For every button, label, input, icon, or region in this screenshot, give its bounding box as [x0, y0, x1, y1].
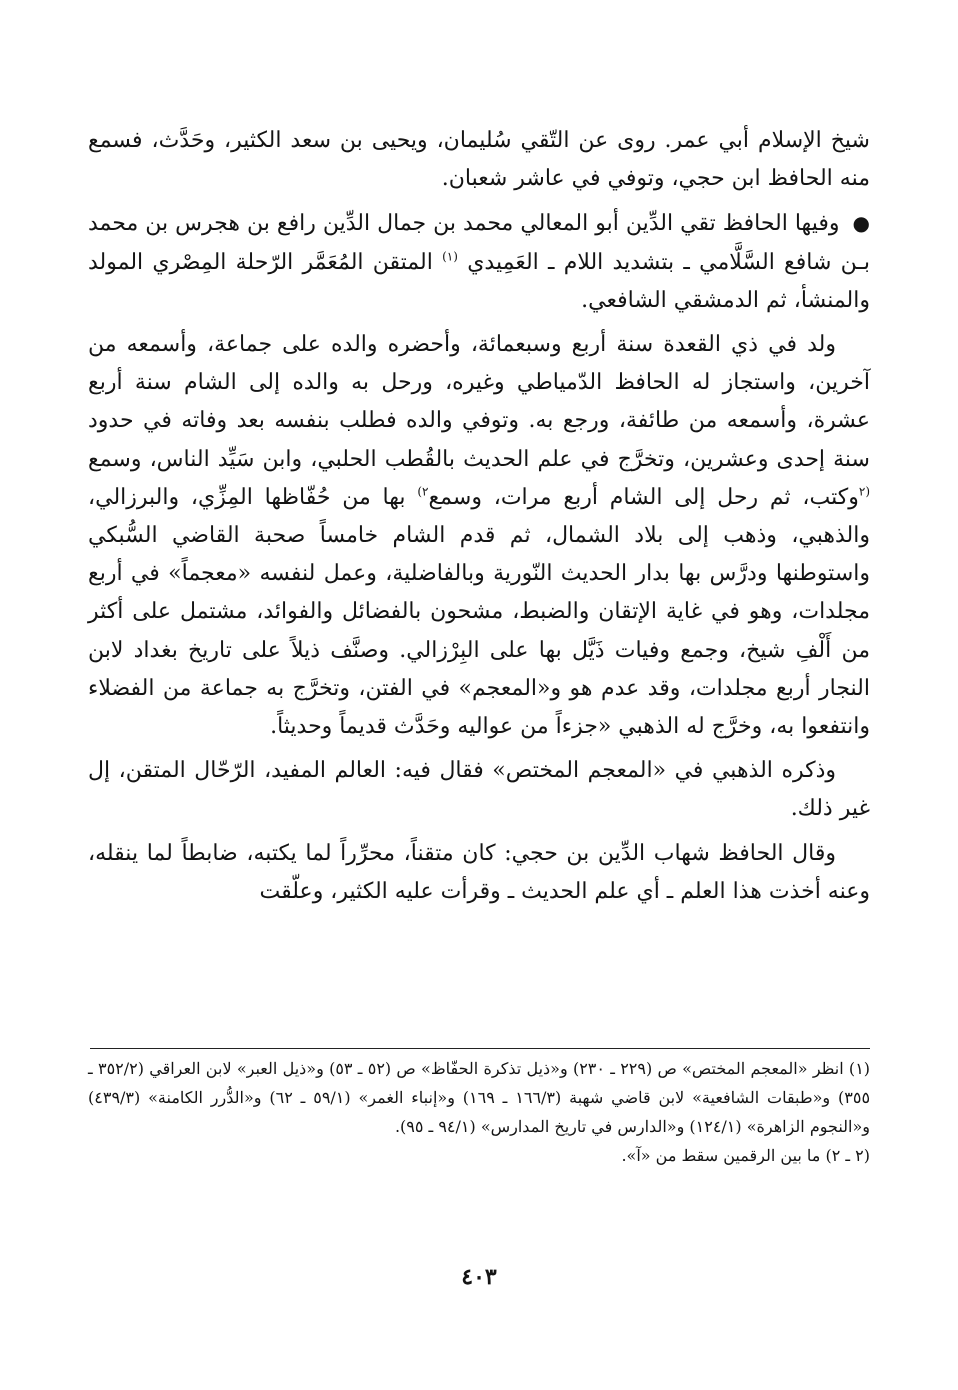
paragraph-dhahabi-quote — [88, 752, 870, 828]
paragraph-biography-entry — [88, 204, 870, 320]
footnotes — [88, 1054, 870, 1170]
paragraph-text: المتقن المُعَمَّر الرّحلة المِصْري المولد والمنشأ، ثم الدمشقي الشافعي. — [88, 249, 870, 313]
paragraph-text: وكتب، ثم رحل إلى الشام أربع مرات، وسمع — [428, 484, 859, 510]
paragraph-text: وذكره الذهبي في «المعجم المختص» فقال فيه: العالم المفيد، الرّحّال المتقن، إل غير ذلك. — [88, 758, 870, 822]
bullet-icon: ● — [852, 211, 870, 236]
footnote-marker: (٢ — [858, 484, 871, 499]
footnote-2: (٢ ـ ٢) ما بين الرقمين سقط من «آ». — [621, 1146, 870, 1165]
footnote-1: (١) انظر «المعجم المختص» ص (٢٢٩ ـ ٢٣٠) و«ذيل تذكرة الحفّاظ» ص (٥٢ ـ ٥٣) و«ذيل العبر» لابن العراقي (٣٥٢/٢ ـ ٣٥٥) و«طبقات الشافعية» لابن قاضي شهبة (١٦٦/٣ ـ ١٦٩) و«إنباء الغمر» (٥٩/١ ـ ٦٢) و«الدُّرر الكامنة» (٤٣٩/٣) و«النجوم الزاهرة» (١٢٤/١) و«الدارس في تاريخ المدارس» (٩٤/١ ـ ٩٥). — [88, 1059, 871, 1136]
paragraph-text: شيخ الإسلام أبي عمر. روى عن التّقي سُليمان، ويحيى بن سعد الكثير، وحَدَّث، فسمع منه الحافظ ابن حجي، وتوفي في عاشر شعبان. — [88, 128, 870, 192]
paragraph-text: وقال الحافظ شهاب الدِّين بن حجي: كان متقناً، محرِّراً لما يكتبه، ضابطاً لما ينقله، وعنه أخذت هذا العلم ـ أي علم الحديث ـ وقرأت عليه الكثير، وعلّقت — [88, 840, 870, 904]
paragraph-text: بها من حُفّاظها المِزِّي، والبرزالي، والذهبي، وذهب إلى بلاد الشمال، ثم قدم الشام خامساً صحبة القاضي السُّبكي واستوطنها ودرَّس بها بدار الحديث النّورية وبالفاضلية، وعمل لنفسه «معجماً» في أربع مجلدات، وهو في غاية الإتقان والضبط، مشحون بالفضائل والفوائد، مشتمل على أكثر من أَلْفِ شيخ، وجمع وفيات ذَيَّل بها على البِرْزالي. وصنَّف ذيلاً على تاريخ بغداد لابن النجار أربع مجلدات، وقد عدم هو و«المعجم» في الفتن، وتخرَّج به جماعة من الفضلاء وانتفعوا به، وخرَّج له الذهبي «جزءاً من عواليه وحَدَّث قديماً وحديثاً. — [88, 484, 870, 740]
paragraph-continuation — [88, 122, 870, 198]
footnote-divider — [90, 1048, 870, 1049]
footnote-marker: ٢) — [417, 484, 429, 499]
footnote-marker: (١) — [442, 249, 458, 264]
main-text — [88, 122, 870, 917]
paragraph-text: وفيها الحافظ تقي الدِّين أبو المعالي محمد بن جمال الدِّين رافع بن هجرس بن محمد بـن شافع السَّلَّامي ـ بتشديد اللام ـ العَمِيدي — [88, 211, 870, 275]
page-number: ٤٠٣ — [461, 1264, 497, 1290]
paragraph-text: ولد في ذي القعدة سنة أربع وسبعمائة، وأحضره والده على جماعة، وأسمعه من آخرين، واستجاز له الحافظ الدّمياطي وغيره، ورحل به والده إلى الشام سنة أربع عشرة، وأسمعه من طائفة، ورجع به. وتوفي والده فطلب بنفسه بعد وفاته في حدود سنة إحدى وعشرين، وتخرَّج في علم الحديث بالقُطب الحلبي، وابن سَيِّد الناس، وسمع — [88, 332, 870, 472]
paragraph-ibn-hijji-quote — [88, 835, 870, 911]
paragraph-birth-and-studies — [88, 326, 870, 746]
